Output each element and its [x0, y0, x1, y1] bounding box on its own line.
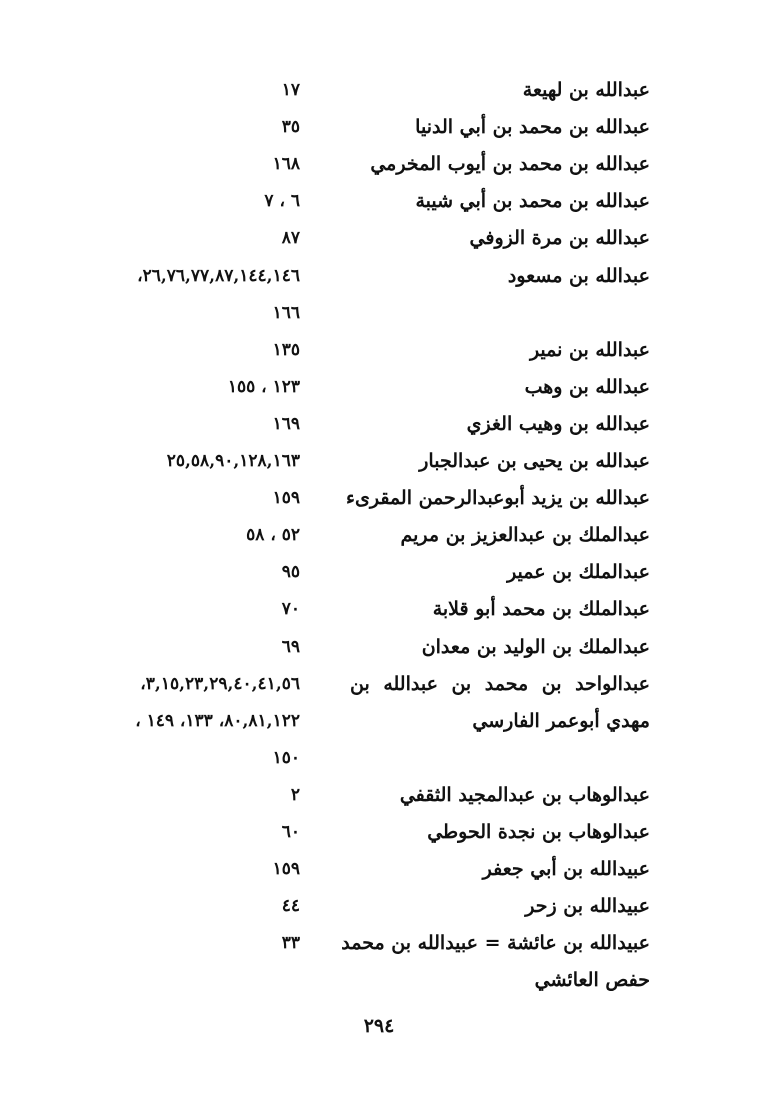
entry-page-refs: ١٥٠ [272, 748, 300, 768]
entry-page-refs: ٥٢ ، ٥٨ [246, 525, 300, 545]
page-number: ٢٩٤ [363, 1015, 395, 1037]
entry-name: حفص العائشي [534, 969, 650, 991]
index-entry [60, 406, 650, 442]
entry-page-refs: ٣,١٥,٢٣,٢٩,٤٠,٤١,٥٦، [140, 674, 300, 694]
entry-name: عبدالله بن مرة الزوفي [469, 227, 650, 249]
entry-name: مهدي أبوعمر الفارسي [472, 710, 650, 732]
entry-page-refs: ١٢٣ ، ١٥٥ [227, 377, 300, 397]
entry-page-refs: ٧٠ [281, 599, 300, 619]
index-entry [60, 703, 650, 739]
entry-page-refs: ٩٥ [281, 562, 300, 582]
entry-page-refs: ١٧ [281, 80, 300, 100]
entry-page-refs: ٤٤ [281, 896, 300, 916]
index-entry [60, 332, 650, 368]
index-entry [60, 220, 650, 256]
entry-page-refs: ٢٥,٥٨,٩٠,١٢٨,١٦٣ [166, 451, 300, 471]
index-entry [60, 851, 650, 887]
entry-name: عبدالله بن يزيد أبوعبدالرحمن المقرىء [346, 487, 650, 509]
index-entry [60, 925, 650, 961]
index-entry [60, 258, 650, 294]
entry-name: عبدالله بن محمد بن أبي شيبة [415, 190, 650, 212]
entry-page-refs: ٦٩ [281, 637, 300, 657]
entry-name: عبيدالله بن عائشة = عبيدالله بن محمد [341, 932, 650, 954]
index-entry [60, 554, 650, 590]
entry-name: عبدالله بن وهب [524, 376, 650, 398]
entry-name: عبيدالله بن زحر [525, 895, 650, 917]
index-entry [60, 72, 650, 108]
entry-page-refs: ١٣٥ [272, 340, 300, 360]
entry-name: عبدالله بن لهيعة [522, 79, 650, 101]
entry-name: عبدالملك بن محمد أبو قلابة [432, 598, 650, 620]
index-entry [60, 369, 650, 405]
entry-name: عبدالله بن محمد بن أبي الدنيا [415, 116, 650, 138]
entry-name: عبدالله بن نمير [529, 339, 650, 361]
entry-name: عبدالوهاب بن عبدالمجيد الثقفي [399, 784, 650, 806]
index-entry [60, 109, 650, 145]
index-entry [60, 629, 650, 665]
entry-page-refs: ١٥٩ [272, 488, 300, 508]
index-entry [60, 443, 650, 479]
entry-name: عبدالملك بن الوليد بن معدان [421, 636, 650, 658]
index-entry [60, 814, 650, 850]
entry-name: عبدالوهاب بن نجدة الحوطي [427, 821, 650, 843]
entry-name: عبيدالله بن أبي جعفر [482, 858, 650, 880]
entry-page-refs: ٦ ، ٧ [264, 191, 300, 211]
entry-page-refs: ٨٧ [281, 228, 300, 248]
entry-page-refs: ٣٥ [281, 117, 300, 137]
entry-name: عبدالله بن مسعود [507, 265, 650, 287]
index-entry [60, 666, 650, 702]
index-entry [60, 888, 650, 924]
entry-page-refs: ١٥٩ [272, 859, 300, 879]
index-entry [60, 480, 650, 516]
entry-name: عبدالملك بن عمير [507, 561, 650, 583]
entry-page-refs: ٣٣ [281, 933, 300, 953]
entry-name: عبدالله بن محمد بن أيوب المخرمي [370, 153, 650, 175]
index-entry [60, 777, 650, 813]
entry-page-refs: ٦٠ [281, 822, 300, 842]
entry-name: عبدالواحد بن محمد بن عبدالله بن [350, 673, 650, 695]
index-entry [60, 146, 650, 182]
entry-name: عبدالله بن وهيب الغزي [466, 413, 650, 435]
index-entry [60, 183, 650, 219]
entry-name: عبدالله بن يحيى بن عبدالجبار [419, 450, 650, 472]
index-entry [60, 517, 650, 553]
entry-page-refs: ٢٦,٧٦,٧٧,٨٧,١٤٤,١٤٦، [137, 266, 300, 286]
index-entry [60, 295, 650, 331]
entry-page-refs: ٢ [290, 785, 300, 805]
entry-page-refs: ١٦٦ [272, 303, 300, 323]
index-entry [60, 591, 650, 627]
entry-page-refs: ١٦٩ [272, 414, 300, 434]
index-entry [60, 740, 650, 776]
entry-page-refs: ٨٠,٨١,١٢٢، ١٣٣، ١٤٩ ، [135, 711, 300, 731]
entry-page-refs: ١٦٨ [272, 154, 300, 174]
index-entry [60, 962, 650, 998]
entry-name: عبدالملك بن عبدالعزيز بن مريم [400, 524, 650, 546]
